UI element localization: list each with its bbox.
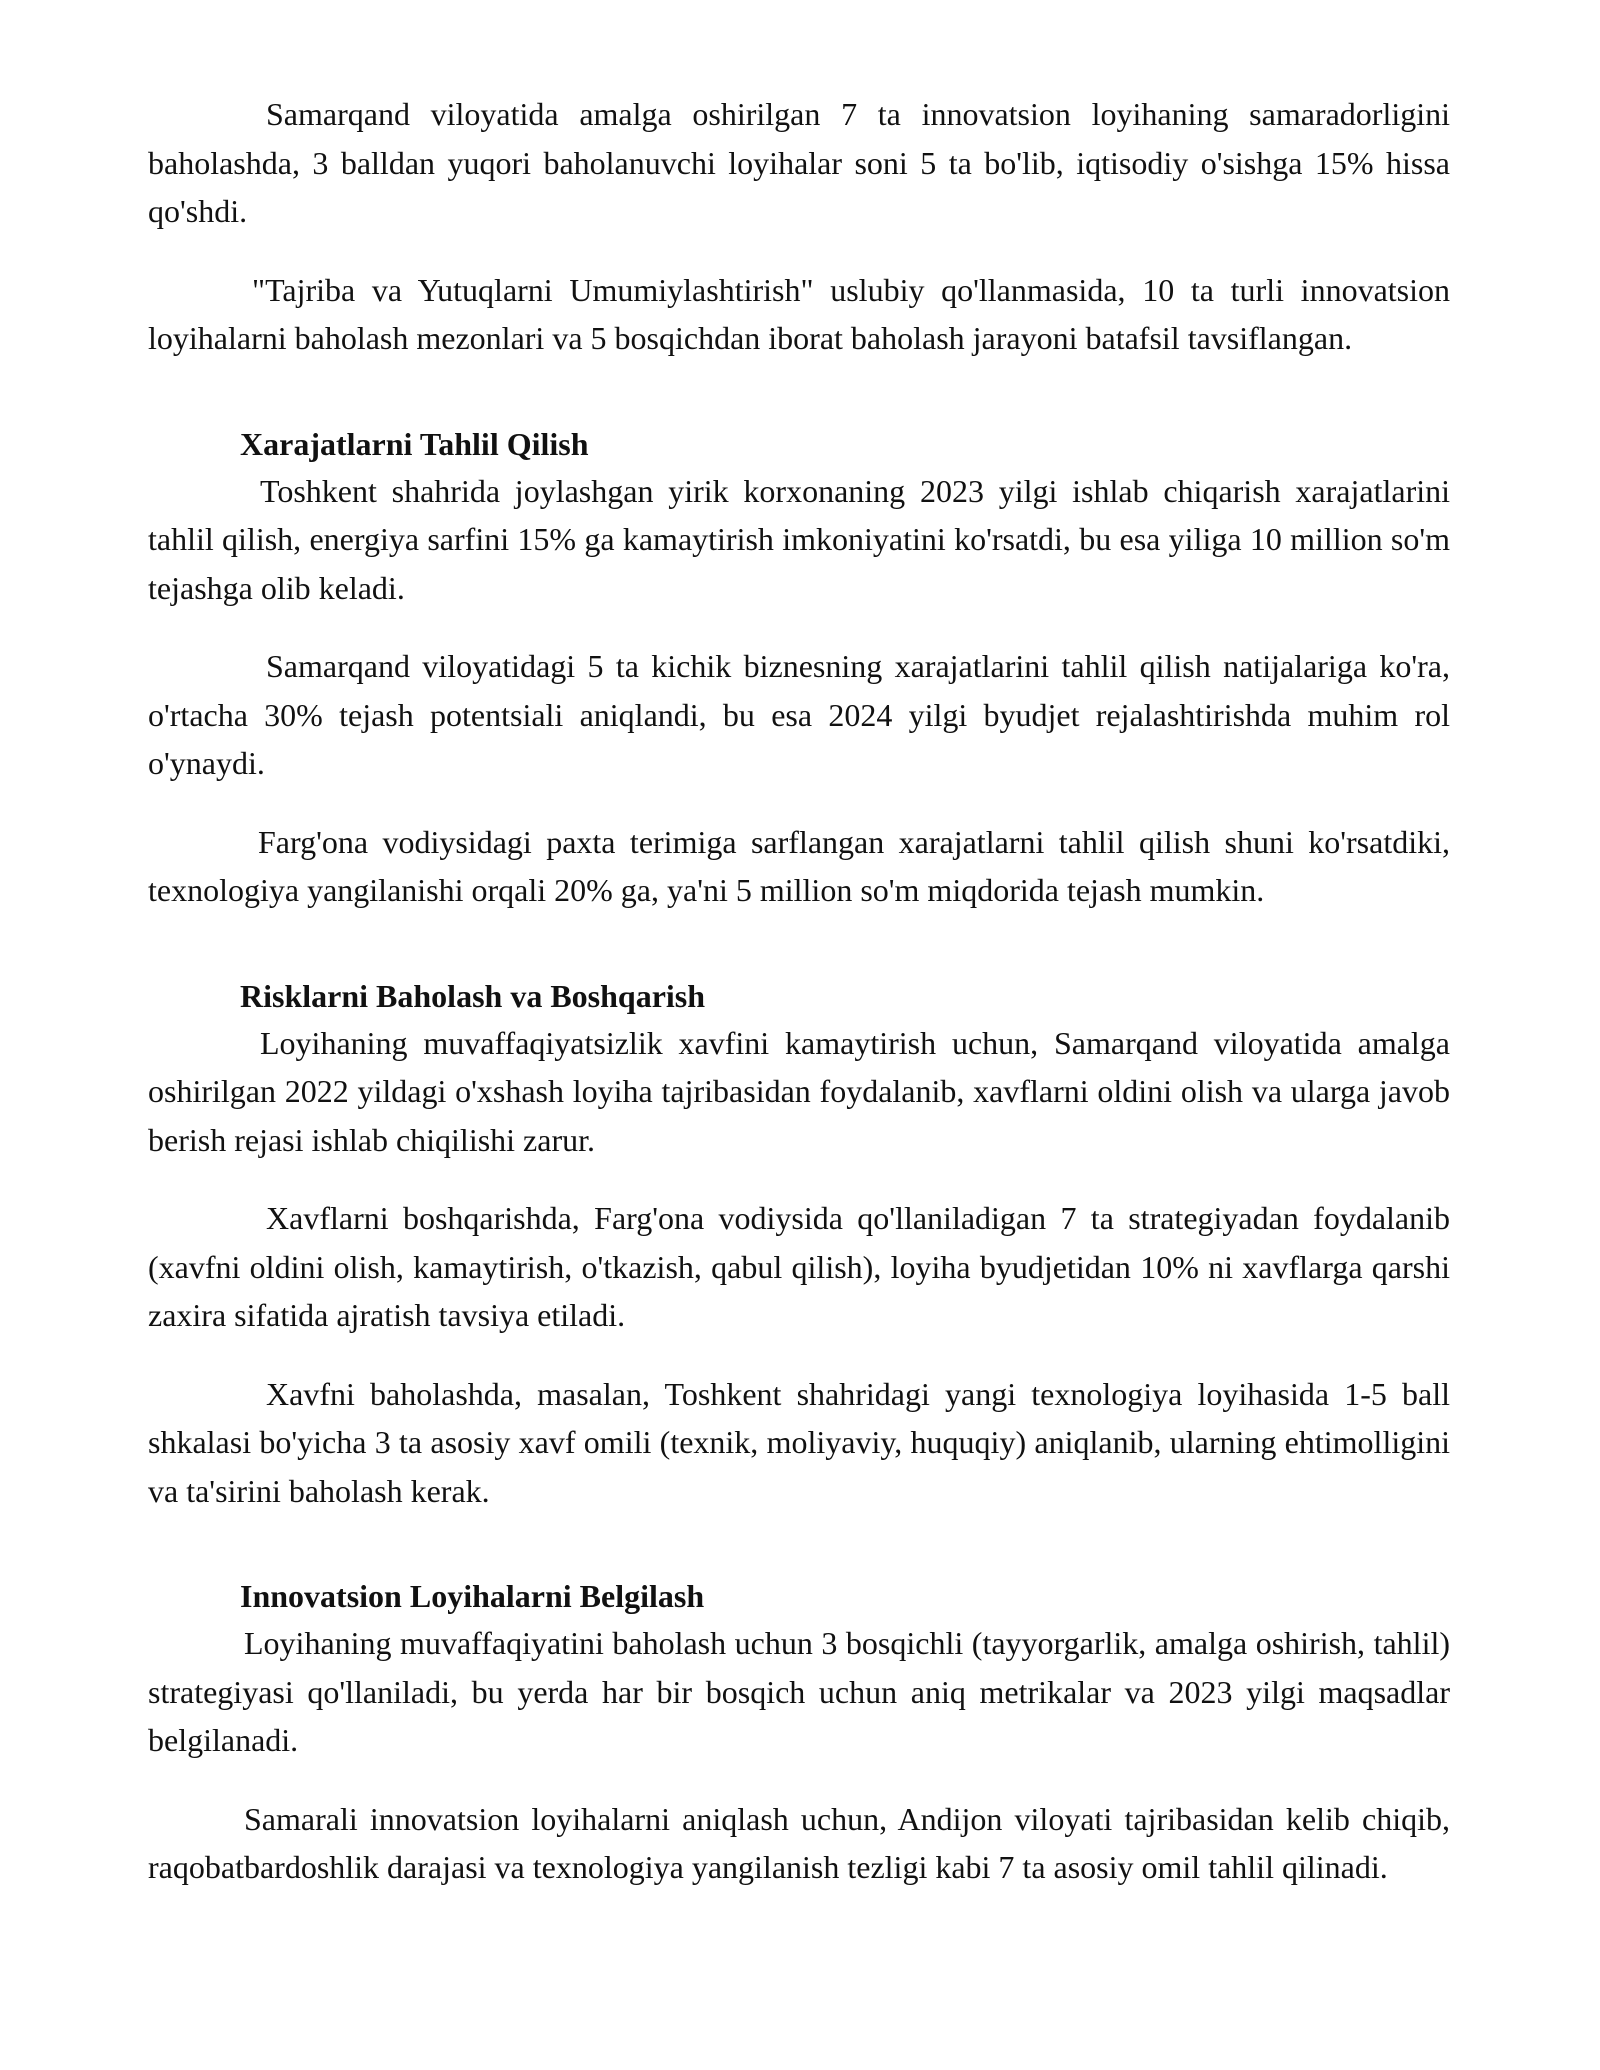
paragraph: Xavflarni boshqarishda, Farg'ona vodiysida qo'llaniladigan 7 ta strategiyadan foydalanib (xavfni oldini olish, kamaytirish, o'tkazish, qabul qilish), loyiha byudjetidan 10% ni xavflarga qarshi zaxira sifatida ajratish tavsiya etiladi. xyxy=(148,1200,1450,1333)
section-heading: Xarajatlarni Tahlil Qilish xyxy=(240,425,589,462)
paragraph: "Tajriba va Yutuqlarni Umumiylashtirish" uslubiy qo'llanmasida, 10 ta turli innovatsion loyihalarni baholash mezonlari va 5 bosqichdan iborat baholash jarayoni batafsil tavsiflangan. xyxy=(148,271,1450,356)
paragraph: Loyihaning muvaffaqiyatini baholash uchun 3 bosqichli (tayyorgarlik, amalga oshirish, tahlil) strategiyasi qo'llaniladi, bu yerda har bir bosqich uchun aniq metrikalar va 2023 yilgi maqsadlar belgilanadi. xyxy=(148,1625,1450,1758)
paragraph: Farg'ona vodiysidagi paxta terimiga sarflangan xarajatlarni tahlil qilish shuni ko'rsatdiki, texnologiya yangilanishi orqali 20% ga, ya'ni 5 million so'm miqdorida tejash mumkin. xyxy=(148,823,1450,908)
section-heading: Innovatsion Loyihalarni Belgilash xyxy=(240,1578,705,1614)
paragraph: Samarqand viloyatidagi 5 ta kichik biznesning xarajatlarini tahlil qilish natijalariga ko'ra, o'rtacha 30% tejash potentsiali aniqlandi, bu esa 2024 yilgi byudjet rejalashtirishda muhim rol o'ynaydi. xyxy=(148,648,1450,781)
section-heading: Risklarni Baholash va Boshqarish xyxy=(240,977,706,1014)
paragraph: Samarqand viloyatida amalga oshirilgan 7 ta innovatsion loyihaning samaradorligini baholashda, 3 balldan yuqori baholanuvchi loyihalar soni 5 ta bo'lib, iqtisodiy o'sishga 15% hissa qo'shdi. xyxy=(148,96,1450,229)
paragraph: Xavfni baholashda, masalan, Toshkent shahridagi yangi texnologiya loyihasida 1-5 ball shkalasi bo'yicha 3 ta asosiy xavf omili (texnik, moliyaviy, huquqiy) aniqlanib, ularning ehtimolligini va ta'sirini baholash kerak. xyxy=(148,1375,1450,1509)
document-page xyxy=(148,90,1450,1922)
paragraph: Toshkent shahrida joylashgan yirik korxonaning 2023 yilgi ishlab chiqarish xarajatlarini tahlil qilish, energiya sarfini 15% ga kamaytirish imkoniyatini ko'rsatdi, bu esa yiliga 10 million so'm tejashga olib keladi. xyxy=(148,472,1450,606)
paragraph: Samarali innovatsion loyihalarni aniqlash uchun, Andijon viloyati tajribasidan kelib chiqib, raqobatbardoshlik darajasi va texnologiya yangilanish tezligi kabi 7 ta asosiy omil tahlil qilinadi. xyxy=(148,1800,1450,1885)
paragraph: Loyihaning muvaffaqiyatsizlik xavfini kamaytirish uchun, Samarqand viloyatida amalga oshirilgan 2022 yildagi o'xshash loyiha tajribasidan foydalanib, xavflarni oldini olish va ularga javob berish rejasi ishlab chiqilishi zarur. xyxy=(148,1024,1450,1158)
